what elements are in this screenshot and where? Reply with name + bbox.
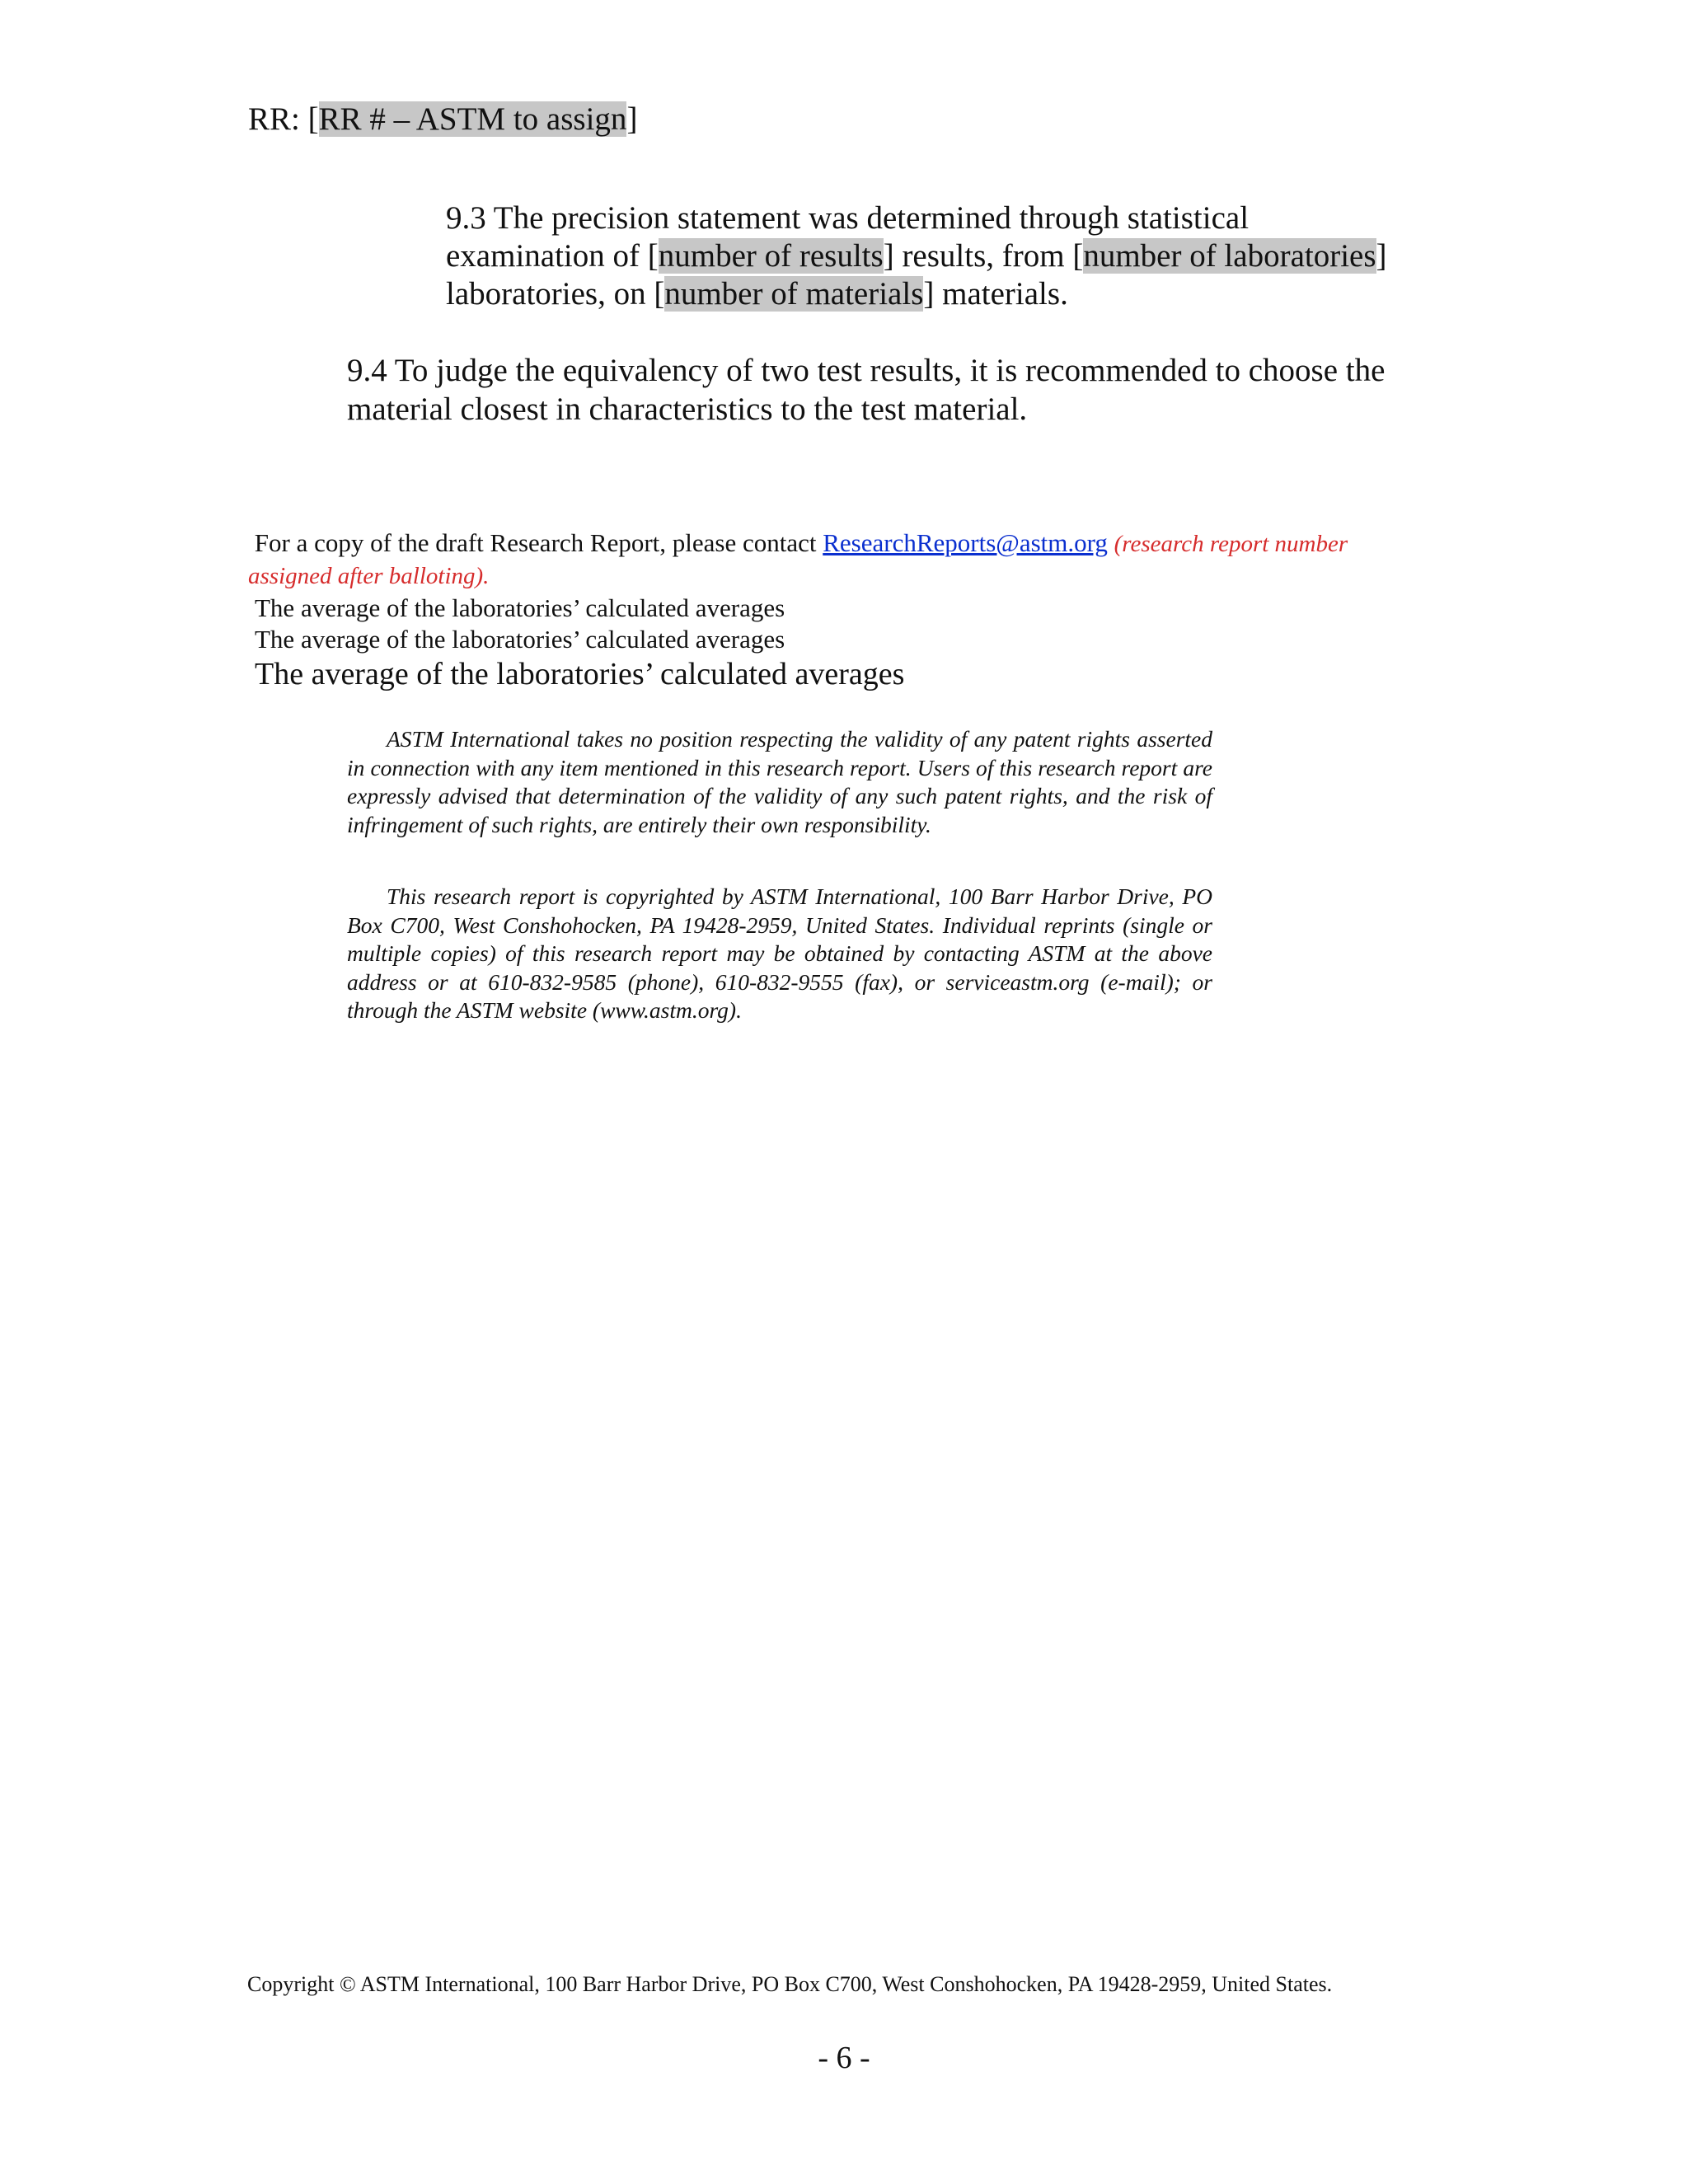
patent-rights-disclaimer: ASTM International takes no position respecting the validity of any patent rights asserted in connection with any item mentioned in this research report. Users of this research report are expressly advised that determination of the validity of any such patent rights, and the risk of infringement of such rights, are entirely their own responsibility. [347,726,1212,837]
section-9-3-paragraph [446,199,1387,313]
section-9-3-line-3 [446,275,1387,313]
text-run: examination of [ [446,238,659,274]
copyright-reprints-disclaimer: This research report is copyrighted by ASTM International, 100 Barr Harbor Drive, PO Box C700, West Conshohocken, PA 19428-2959, United States. Individual reprints (single or multiple copies) of this research report may be obtained by contacting ASTM at the above address or at 610-832-9585 (phone), 610-832-9555 (fax), or serviceastm.org (e-mail); or through the ASTM website (www.astm.org). [347,883,1212,1024]
number-of-materials-placeholder[interactable]: number of materials [664,276,924,312]
text-run: ] results, from [ [883,238,1084,274]
research-reports-email-link[interactable]: ResearchReports@astm.org [823,528,1108,557]
average-note-line-large: The average of the laboratories’ calculated averages [255,657,905,691]
section-9-4-line-1: 9.4 To judge the equivalency of two test results, it is recommended to choose the [347,353,1386,388]
note-trail: . [483,563,490,589]
text-run: laboratories, on [ [446,276,665,312]
text-run: ] materials. [923,276,1068,312]
header-prefix: RR: [ [248,101,319,137]
research-report-contact-note [248,527,1418,592]
section-9-4-line-2: material closest in characteristics to the test material. [347,391,1028,427]
research-report-number-note: (research report number assigned after balloting) [248,531,1348,589]
section-9-4-paragraph [347,351,1385,429]
number-of-laboratories-placeholder[interactable]: number of laboratories [1083,238,1376,274]
page-number: - 6 - [818,2041,870,2075]
number-of-results-placeholder[interactable]: number of results [658,238,884,274]
rr-number-placeholder[interactable]: RR # – ASTM to assign [318,101,627,137]
text-run: ] [1376,238,1387,274]
header-suffix: ] [626,101,638,137]
research-report-number-header [248,97,637,142]
section-9-3-line-1: 9.3 The precision statement was determined through statistical [446,200,1250,236]
footer-copyright: Copyright © ASTM International, 100 Barr Harbor Drive, PO Box C700, West Conshohocken, PA 19428-2959, United States. [247,1972,1333,1996]
average-note-line: The average of the laboratories’ calculated averages [255,625,785,654]
average-note-line: The average of the laboratories’ calculated averages [255,593,785,622]
section-9-3-line-2 [446,237,1387,275]
contact-lead-text: For a copy of the draft Research Report, please contact [254,528,823,557]
